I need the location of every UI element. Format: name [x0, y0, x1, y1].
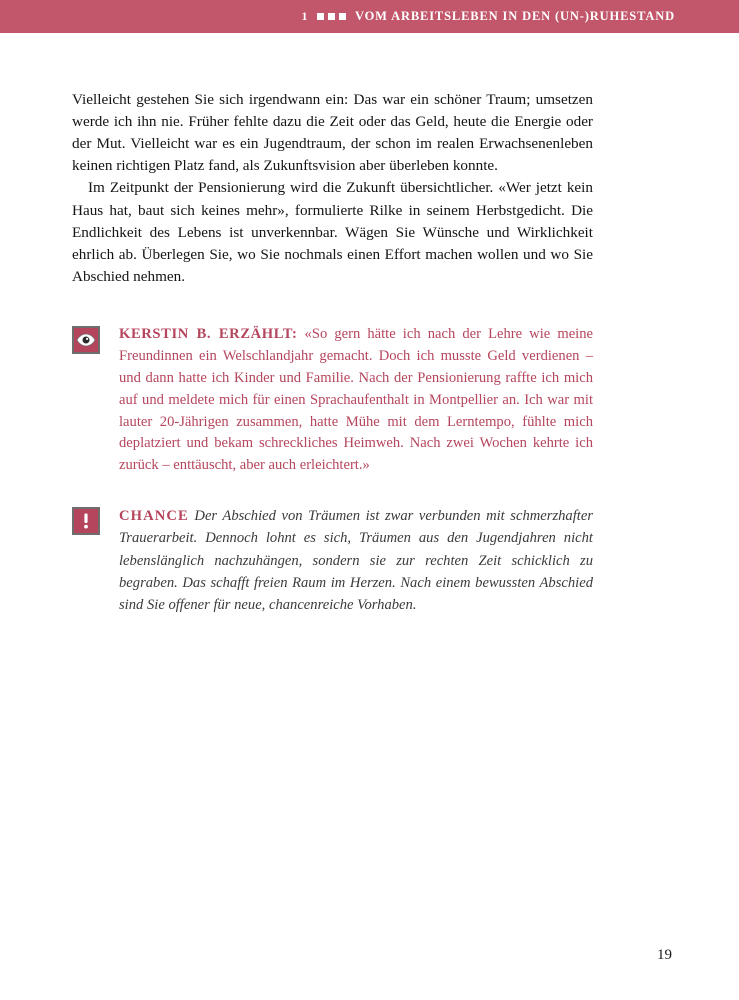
callout-chance-text [119, 505, 593, 616]
square-marker-icon [328, 13, 335, 20]
exclamation-icon [72, 507, 100, 535]
body-paragraph: Vielleicht gestehen Sie sich irgendwann ein: Das war ein schöner Traum; umsetzen werde ich ihn nie. Früher fehlte dazu die Zeit oder das Geld, heute die Energie oder der Mut. Vielleicht war es ein Jugendtraum, der schon im realen Erwachsenenleben keinen richtigen Platz fand, als Zukunftsvision aber überleben konnte. [72, 91, 593, 175]
callout-chance-body: Der Abschied von Träumen ist zwar verbunden mit schmerzhafter Trauerarbeit. Dennoch lohnt es sich, Träumen aus den Jugendjahren nicht lebenslänglich nachzuhängen, sondern sie zur rechten Zeit schicklich zu begraben. Das schafft freien Raum im Herzen. Nach einem bewussten Abschied sind Sie offener für neue, chancenreiche Vorhaben. [119, 508, 593, 613]
square-marker-icon [339, 13, 346, 20]
page-content [72, 89, 593, 616]
callout-story-body: «So gern hätte ich nach der Lehre wie meine Freundinnen ein Welschlandjahr gemacht. Doch ich musste Geld verdienen – und dann hatte ich Kinder und Familie. Nach der Pensionierung raffte ich mich auf und meldete mich für einen Sprachaufenthalt in Montpellier an. Ich war mit lauter 20-Jährigen zusammen, hatte Mühe mit dem Lerntempo, fühlte mich deplatziert und bekam schreckliches Heimweh. Nach zwei Wochen kehrte ich zurück – enttäuscht, aber auch erleichtert.» [119, 325, 593, 474]
page-running-header [0, 0, 739, 33]
header-chapter-number: 1 [301, 9, 308, 23]
header-inner [301, 9, 675, 24]
header-chapter-title: VOM ARBEITSLEBEN IN DEN (UN-)RUHESTAND [354, 9, 675, 23]
body-paragraph: Im Zeitpunkt der Pensionierung wird die Zukunft übersichtlicher. «Wer jetzt kein Haus hat, baut sich keines mehr», formulierte Rilke in seinem Herbstgedicht. Die Endlichkeit des Lebens ist unverkennbar. Wägen Sie Wünsche und Wirklichkeit ehrlich ab. Überlegen Sie, wo Sie nochmals einen Effort machen wollen und wo Sie Abschied nehmen. [72, 179, 593, 285]
callout-story-text [119, 324, 593, 477]
callout-chance [72, 505, 593, 616]
callout-story [72, 324, 593, 477]
eye-icon [72, 326, 100, 354]
callout-story-lead: KERSTIN B. ERZÄHLT: [119, 325, 298, 342]
page-number: 19 [657, 947, 672, 963]
square-marker-icon [317, 13, 324, 20]
callout-chance-lead: CHANCE [119, 508, 189, 525]
header-square-markers [317, 13, 346, 20]
